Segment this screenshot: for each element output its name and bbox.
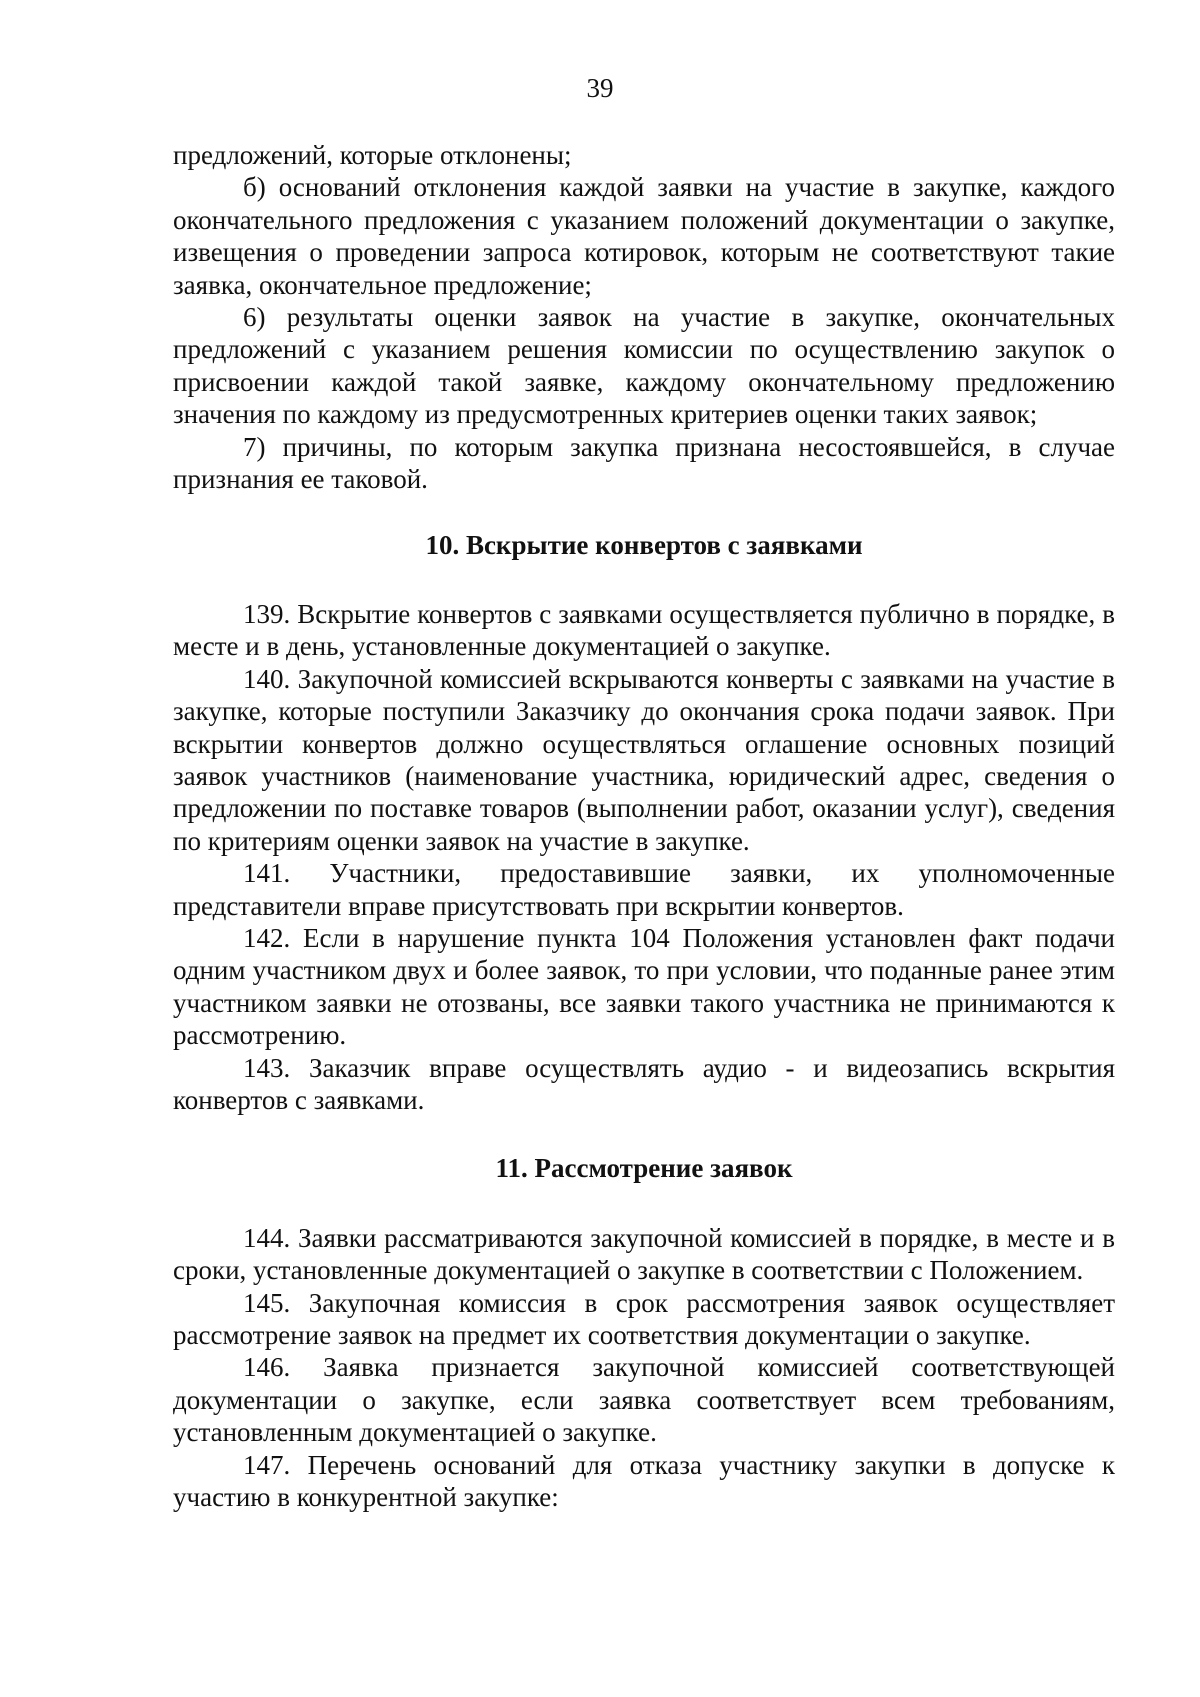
paragraph-139: 139. Вскрытие конвертов с заявками осуществляется публично в порядке, в месте и в день, установленные документацией о закупке. [173, 598, 1115, 662]
paragraph-145: 145. Закупочная комиссия в срок рассмотрения заявок осуществляет рассмотрение заявок на предмет их соответствия документации о закупке. [173, 1287, 1115, 1350]
paragraph-item-b: б) оснований отклонения каждой заявки на участие в закупке, каждого окончательного предложения с указанием положений документации о закупке, извещения о проведении запроса котировок, которым не соответствуют такие заявка, окончательное предложение; [173, 172, 1115, 300]
paragraph-146: 146. Заявка признается закупочной комиссией соответствующей документации о закупке, если заявка соответствует всем требованиям, установленным документацией о закупке. [173, 1352, 1115, 1448]
section-10-heading: 10. Вскрытие конвертов с заявками [425, 530, 863, 561]
section-11-heading: 11. Рассмотрение заявок [495, 1153, 793, 1184]
paragraph-item-6: 6) результаты оценки заявок на участие в закупке, окончательных предложений с указанием решения комиссии по осуществлению закупок о присвоении каждой такой заявке, каждому окончательному предложению значения по каждому из предусмотренных критериев оценки таких заявок; [173, 302, 1115, 430]
paragraph-147: 147. Перечень оснований для отказа участнику закупки в допуске к участию в конкурентной закупке: [173, 1449, 1115, 1513]
paragraph-140: 140. Закупочной комиссией вскрываются конверты с заявками на участие в закупке, которые поступили Заказчику до окончания срока подачи заявок. При вскрытии конвертов должно осуществляться оглашение основных позиций заявок участников (наименование участника, юридический адрес, сведения о предложении по поставке товаров (выполнении работ, оказании услуг), сведения по критериям оценки заявок на участие в закупке. [173, 663, 1115, 856]
paragraph-141: 141. Участники, предоставившие заявки, их уполномоченные представители вправе присутствовать при вскрытии конвертов. [173, 858, 1115, 921]
paragraph-144: 144. Заявки рассматриваются закупочной комиссией в порядке, в месте и в сроки, установленные документацией о закупке в соответствии с Положением. [173, 1222, 1115, 1286]
document-body [173, 139, 1115, 1513]
paragraph-142: 142. Если в нарушение пункта 104 Положения установлен факт подачи одним участником двух и более заявок, то при условии, что поданные ранее этим участником заявки не отозваны, все заявки такого участника не принимаются к рассмотрению. [173, 922, 1115, 1051]
paragraph-continuation: предложений, которые отклонены; [173, 140, 572, 170]
page-number: 39 [586, 73, 614, 103]
paragraph-143: 143. Заказчик вправе осуществлять аудио - и видеозапись вскрытия конвертов с заявками. [173, 1052, 1115, 1115]
paragraph-item-7: 7) причины, по которым закупка признана несостоявшейся, в случае признания ее таковой. [173, 431, 1115, 495]
